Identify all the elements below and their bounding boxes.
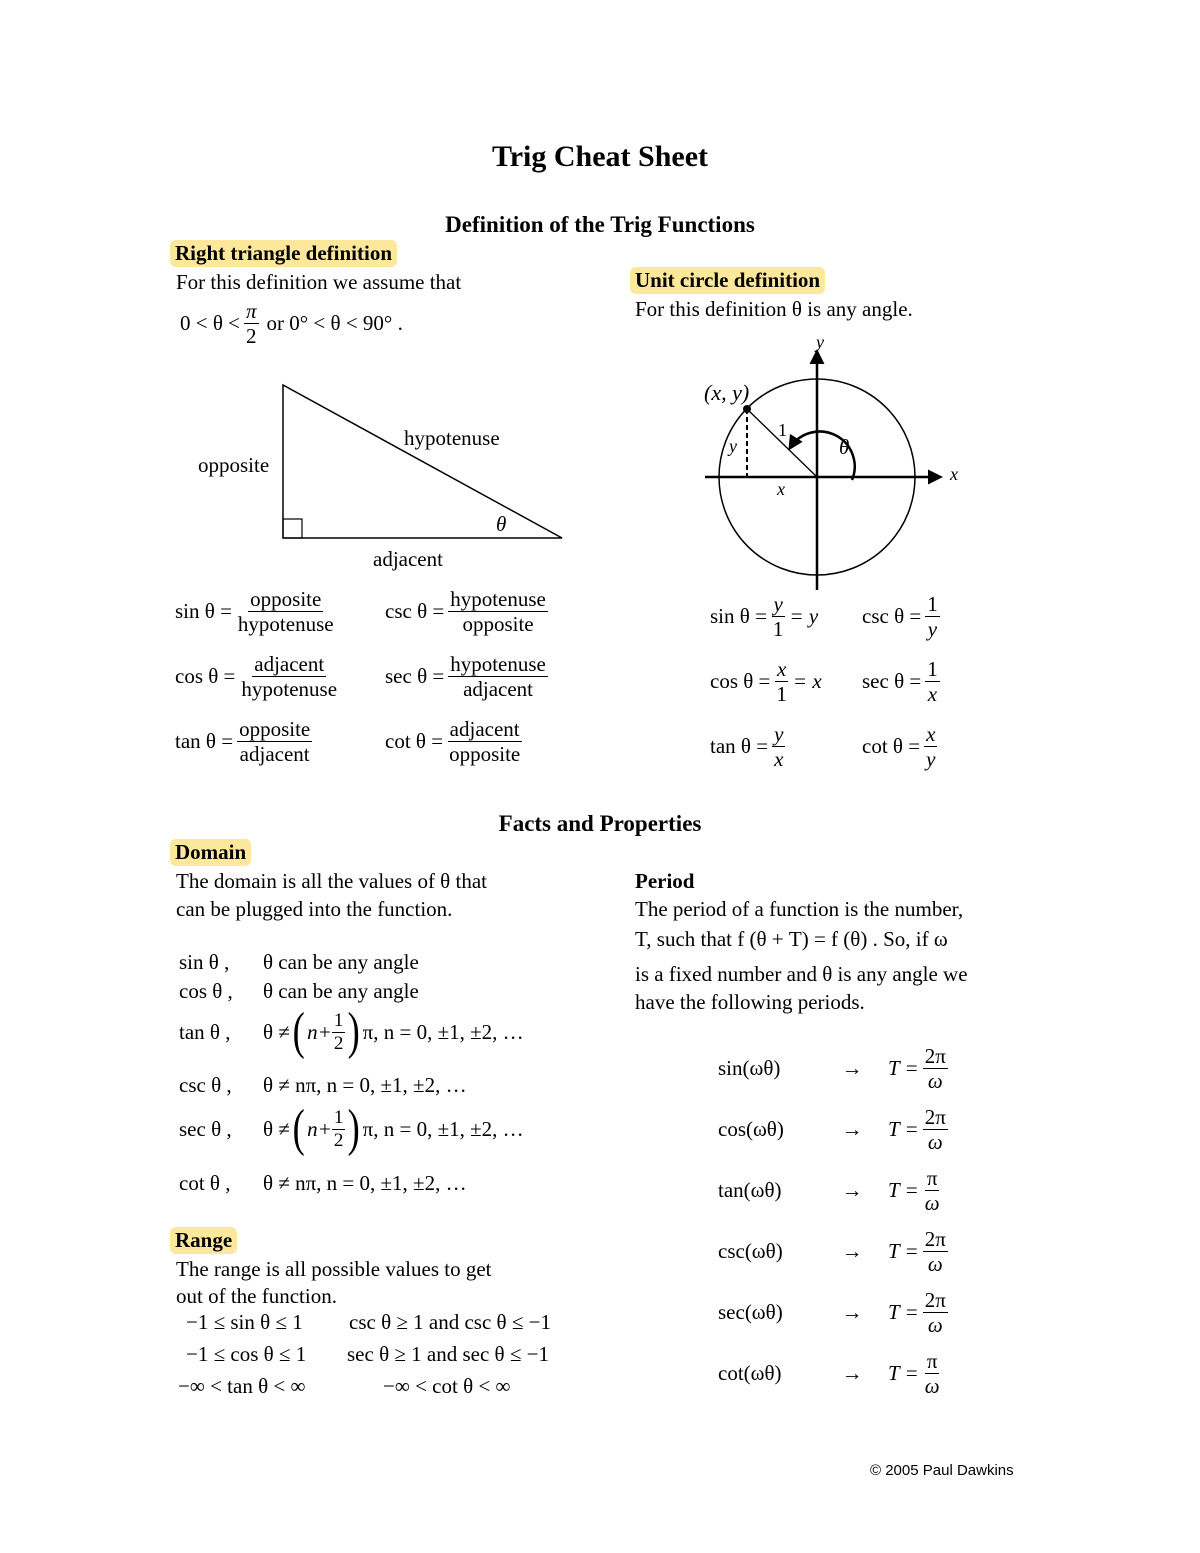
- domain-pre: θ ≠: [263, 1116, 290, 1141]
- formula-num: x: [776, 657, 787, 681]
- period-label: Period: [635, 869, 695, 893]
- period-lhs: T =: [888, 1300, 919, 1325]
- domain-fn: tan θ ,: [179, 1019, 231, 1044]
- domain-row-cot: [179, 1171, 467, 1196]
- label-opposite: opposite: [198, 453, 270, 477]
- domain-row-sec: [179, 1100, 524, 1157]
- period-fn: sin(ωθ): [718, 1056, 781, 1081]
- uc-formula-sin: [710, 593, 818, 640]
- condition-den: 2: [246, 324, 257, 349]
- formula-num: y: [774, 722, 784, 746]
- range-b: sec θ ≥ 1 and sec θ ≤ −1: [347, 1342, 549, 1366]
- formula-den: y: [926, 747, 936, 772]
- formula-lhs: sin θ =: [710, 604, 767, 629]
- period-row-tan: [718, 1167, 942, 1214]
- formula-num: hypotenuse: [450, 587, 546, 611]
- period-num: 2π: [924, 1227, 946, 1251]
- formula-lhs: cot θ =: [862, 734, 921, 759]
- arrow-icon: →: [841, 1056, 863, 1081]
- period-fraction: [923, 1350, 942, 1397]
- period-fraction: [923, 1106, 948, 1153]
- domain-post: π, n = 0, ±1, ±2, …: [362, 1116, 524, 1141]
- formula-fraction: [771, 593, 786, 640]
- right-paren: ): [347, 1100, 361, 1157]
- domain-den: 2: [333, 1129, 344, 1151]
- x-axis-label: x: [950, 464, 958, 484]
- domain-row-cos: [179, 979, 419, 1004]
- period-fn: sec(ωθ): [718, 1300, 783, 1325]
- range-a: −1 ≤ cos θ ≤ 1: [186, 1342, 307, 1366]
- uc-formula-tan: [710, 723, 789, 770]
- domain-num: 1: [333, 1009, 344, 1031]
- period-num: π: [926, 1349, 938, 1373]
- range-b: −∞ < cot θ < ∞: [383, 1374, 511, 1398]
- domain-row-csc: [179, 1073, 467, 1098]
- period-num: 2π: [924, 1044, 946, 1068]
- formula-cos: [175, 653, 339, 700]
- formula-num: 1: [927, 592, 938, 616]
- period-lhs: T =: [888, 1361, 919, 1386]
- formula-cot: [385, 718, 522, 765]
- left-paren: (: [292, 1003, 305, 1060]
- formula-den: hypotenuse: [237, 612, 334, 637]
- formula-den: y: [927, 617, 938, 642]
- formula-num: opposite: [250, 587, 322, 611]
- point-marker: [743, 405, 751, 413]
- period-num: π: [926, 1166, 938, 1190]
- section-heading-facts: Facts and Properties: [498, 811, 702, 836]
- range-label: Range: [170, 1227, 237, 1254]
- formula-fraction: [774, 658, 789, 705]
- formula-csc: [385, 588, 548, 635]
- formula-num: adjacent: [254, 652, 325, 676]
- formula-den: x: [927, 682, 938, 707]
- unit-circle-text: For this definition θ is any angle.: [635, 297, 913, 321]
- condition-rhs: or 0° < θ < 90° .: [266, 311, 403, 336]
- arrow-icon: →: [841, 1300, 863, 1325]
- domain-cond: θ ≠ nπ, n = 0, ±1, ±2, …: [263, 1171, 467, 1195]
- period-den: ω: [927, 1130, 943, 1155]
- domain-fn: sec θ ,: [179, 1116, 232, 1141]
- uc-formula-cot: [862, 723, 941, 770]
- angle-condition: [180, 300, 403, 347]
- formula-fraction: [236, 588, 336, 635]
- range-row-2b: [347, 1342, 549, 1367]
- formula-num: 1: [927, 657, 938, 681]
- formula-lhs: csc θ =: [862, 604, 922, 629]
- period-num: 2π: [924, 1288, 946, 1312]
- condition-fraction: [244, 300, 259, 347]
- x-segment-label: x: [777, 479, 785, 499]
- period-fraction: [923, 1228, 948, 1275]
- unit-circle-diagram: [700, 330, 970, 595]
- range-text-2: out of the function.: [176, 1284, 337, 1308]
- period-fn: csc(ωθ): [718, 1239, 783, 1264]
- formula-den: adjacent: [463, 677, 534, 702]
- period-text-2: T, such that f (θ + T) = f (θ) . So, if ω: [635, 927, 948, 951]
- angle-label: θ: [839, 435, 850, 459]
- formula-lhs: sin θ =: [175, 599, 232, 624]
- formula-num: x: [926, 722, 936, 746]
- period-row-cot: [718, 1350, 942, 1397]
- label-hypotenuse: hypotenuse: [404, 426, 500, 450]
- domain-cond: θ can be any angle: [263, 950, 419, 974]
- domain-n: n+: [307, 1116, 332, 1141]
- range-row-2: [186, 1342, 306, 1367]
- period-fn: cos(ωθ): [718, 1117, 784, 1142]
- formula-num: opposite: [239, 717, 311, 741]
- domain-text-1: The domain is all the values of θ that: [176, 869, 487, 893]
- range-b: csc θ ≥ 1 and csc θ ≤ −1: [349, 1310, 551, 1334]
- domain-fn: csc θ ,: [179, 1073, 232, 1097]
- uc-formula-sec: [862, 658, 944, 705]
- range-a: −∞ < tan θ < ∞: [178, 1374, 306, 1398]
- period-row-csc: [718, 1228, 948, 1275]
- domain-label: Domain: [170, 839, 251, 866]
- formula-fraction: [448, 653, 548, 700]
- formula-fraction: [239, 653, 339, 700]
- formula-den: adjacent: [239, 742, 310, 767]
- formula-lhs: csc θ =: [385, 599, 445, 624]
- domain-fn: cot θ ,: [179, 1171, 231, 1195]
- period-row-sec: [718, 1289, 948, 1336]
- formula-lhs: sec θ =: [862, 669, 922, 694]
- formula-lhs: tan θ =: [175, 729, 234, 754]
- period-lhs: T =: [888, 1117, 919, 1142]
- domain-num: 1: [333, 1106, 344, 1128]
- domain-text-2: can be plugged into the function.: [176, 897, 453, 921]
- formula-tan: [175, 718, 312, 765]
- formula-sin: [175, 588, 336, 635]
- arrow-icon: →: [841, 1178, 863, 1203]
- arrow-icon: →: [841, 1361, 863, 1386]
- y-segment-label: y: [729, 436, 737, 456]
- period-lhs: T =: [888, 1056, 919, 1081]
- period-lhs: T =: [888, 1239, 919, 1264]
- point-label: (x, y): [704, 380, 750, 405]
- condition-num: π: [246, 299, 257, 323]
- formula-den: 1: [772, 617, 784, 642]
- left-paren: (: [292, 1100, 305, 1157]
- formula-num: adjacent: [449, 717, 520, 741]
- period-den: ω: [924, 1191, 940, 1216]
- uc-formula-cos: [710, 658, 822, 705]
- range-a: −1 ≤ sin θ ≤ 1: [186, 1310, 303, 1334]
- right-triangle-text: For this definition we assume that: [176, 270, 462, 294]
- right-triangle-label: Right triangle definition: [170, 240, 397, 267]
- formula-num: y: [773, 592, 783, 616]
- section-heading-definitions: Definition of the Trig Functions: [445, 212, 755, 237]
- period-den: ω: [927, 1252, 943, 1277]
- period-fn: cot(ωθ): [718, 1361, 782, 1386]
- period-num: 2π: [924, 1105, 946, 1129]
- period-den: ω: [927, 1069, 943, 1094]
- triangle-shape: [283, 385, 562, 538]
- formula-fraction: [772, 723, 785, 770]
- formula-num: hypotenuse: [450, 652, 546, 676]
- copyright: © 2005 Paul Dawkins: [870, 1462, 1014, 1479]
- period-text-3: is a fixed number and θ is any angle we: [635, 962, 968, 986]
- formula-fraction: [448, 588, 548, 635]
- formula-den: hypotenuse: [241, 677, 338, 702]
- range-row-3: [178, 1374, 305, 1399]
- domain-post: π, n = 0, ±1, ±2, …: [362, 1019, 524, 1044]
- period-text-4: have the following periods.: [635, 990, 865, 1014]
- period-row-cos: [718, 1106, 948, 1153]
- right-paren: ): [347, 1003, 361, 1060]
- period-fraction: [923, 1289, 948, 1336]
- period-den: ω: [927, 1313, 943, 1338]
- range-row-1: [186, 1310, 303, 1335]
- formula-fraction: [925, 658, 940, 705]
- condition-lhs: 0 < θ <: [180, 311, 240, 336]
- domain-fraction: [332, 1108, 346, 1151]
- period-fn: tan(ωθ): [718, 1178, 782, 1203]
- period-den: ω: [924, 1374, 940, 1399]
- right-triangle-diagram: [180, 375, 580, 575]
- period-row-sin: [718, 1045, 948, 1092]
- range-row-3b: [383, 1374, 510, 1399]
- page-title: Trig Cheat Sheet: [491, 140, 709, 173]
- formula-rhs: = y: [789, 604, 819, 629]
- formula-den: 1: [776, 682, 787, 707]
- domain-cond: θ can be any angle: [263, 979, 419, 1003]
- formula-fraction: [237, 718, 312, 765]
- arrow-icon: →: [841, 1239, 863, 1264]
- domain-fn: cos θ ,: [179, 979, 233, 1003]
- right-angle-marker: [283, 519, 302, 538]
- formula-fraction: [447, 718, 522, 765]
- uc-formula-csc: [862, 593, 944, 640]
- formula-den: opposite: [449, 742, 521, 767]
- formula-lhs: cot θ =: [385, 729, 444, 754]
- period-fraction: [923, 1167, 942, 1214]
- period-lhs: T =: [888, 1178, 919, 1203]
- period-text-1: The period of a function is the number,: [635, 897, 964, 921]
- formula-sec: [385, 653, 548, 700]
- formula-lhs: cos θ =: [710, 669, 771, 694]
- y-axis-label: y: [816, 332, 824, 352]
- domain-den: 2: [333, 1032, 344, 1054]
- domain-row-sin: [179, 950, 419, 975]
- formula-rhs: = x: [792, 669, 822, 694]
- range-row-1b: [349, 1310, 551, 1335]
- formula-den: opposite: [462, 612, 534, 637]
- period-fraction: [923, 1045, 948, 1092]
- formula-fraction: [924, 723, 937, 770]
- arrow-icon: →: [841, 1117, 863, 1142]
- formula-lhs: cos θ =: [175, 664, 236, 689]
- formula-lhs: sec θ =: [385, 664, 445, 689]
- formula-fraction: [925, 593, 940, 640]
- domain-cond: θ ≠ nπ, n = 0, ±1, ±2, …: [263, 1073, 467, 1097]
- radius-label: 1: [778, 420, 787, 440]
- range-text-1: The range is all possible values to get: [176, 1257, 492, 1281]
- domain-n: n+: [307, 1019, 332, 1044]
- unit-circle-label: Unit circle definition: [630, 267, 825, 294]
- label-adjacent: adjacent: [373, 547, 443, 571]
- label-theta: θ: [496, 512, 507, 536]
- domain-fraction: [332, 1011, 346, 1054]
- formula-den: x: [774, 747, 784, 772]
- domain-fn: sin θ ,: [179, 950, 230, 974]
- formula-lhs: tan θ =: [710, 734, 769, 759]
- domain-row-tan: [179, 1003, 524, 1060]
- domain-pre: θ ≠: [263, 1019, 290, 1044]
